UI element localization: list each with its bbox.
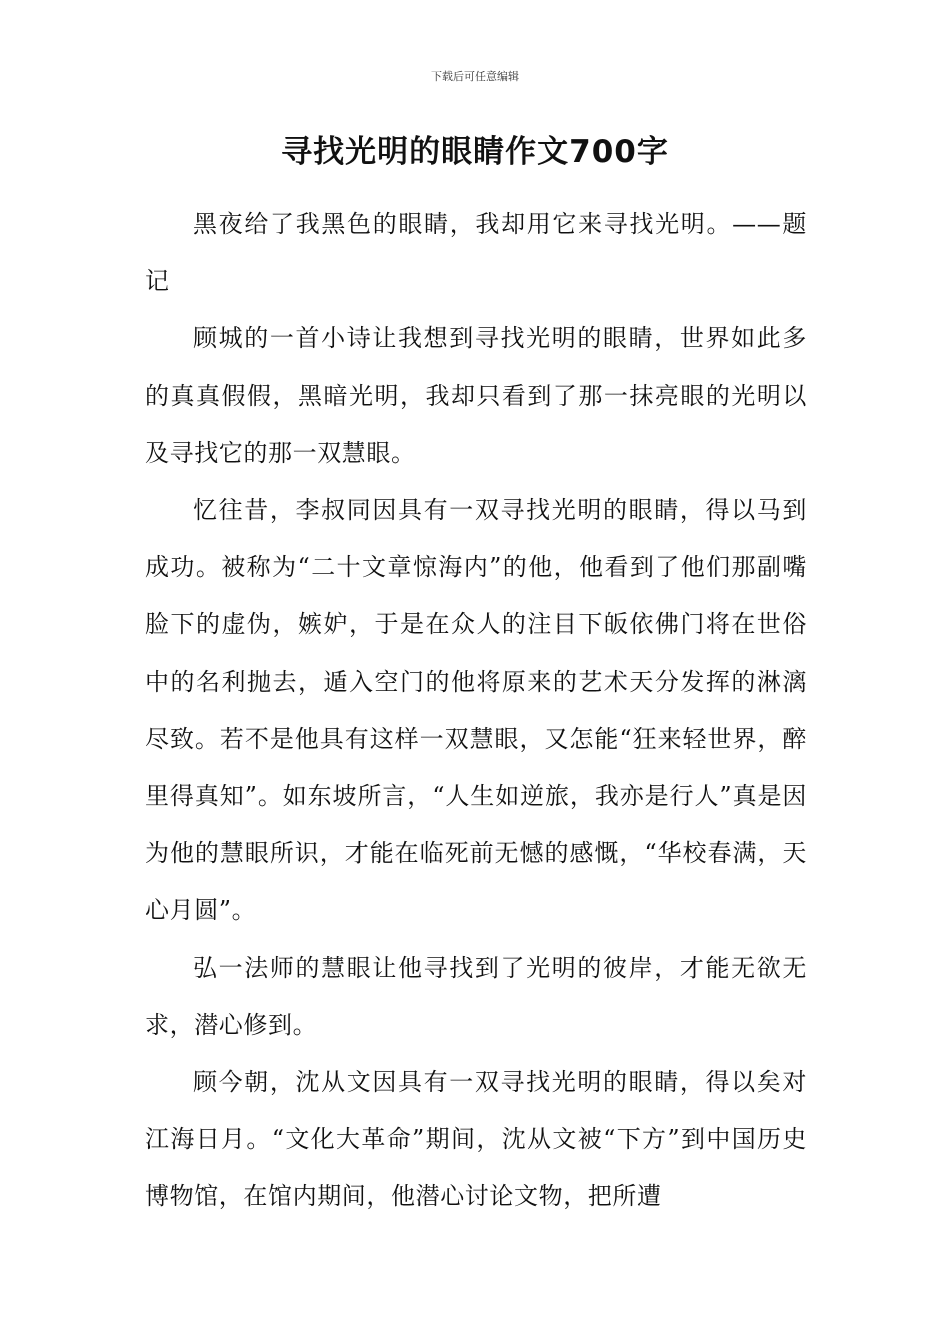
document-title: 寻找光明的眼睛作文700字 — [281, 134, 669, 170]
paragraph-epigraph: 黑夜给了我黑色的眼睛，我却用它来寻找光明。——题记 — [145, 210, 807, 296]
document-body — [145, 196, 807, 1226]
paragraph-li-shutong: 忆往昔，李叔同因具有一双寻找光明的眼睛，得以马到成功。被称为“二十文章惊海内”的他，他看到了他们那副嘴脸下的虚伪，嫉妒，于是在众人的注目下皈依佛门将在世俗中的名利抛去，遁入空门的他将原来的艺术天分发挥的淋漓尽致。若不是他具有这样一双慧眼，又怎能“狂来轻世界，醉里得真知”。如东坡所言，“人生如逆旅，我亦是行人”真是因为他的慧眼所识，才能在临死前无憾的感慨，“华校春满，天心月圆”。 — [145, 496, 807, 925]
paragraph-intro: 顾城的一首小诗让我想到寻找光明的眼睛，世界如此多的真真假假，黑暗光明，我却只看到了那一抹亮眼的光明以及寻找它的那一双慧眼。 — [145, 324, 807, 467]
header-note: 下载后可任意编辑 — [431, 70, 519, 83]
paragraph-hongyi: 弘一法师的慧眼让他寻找到了光明的彼岸，才能无欲无求，潜心修到。 — [145, 953, 807, 1039]
paragraph-shen-congwen: 顾今朝，沈从文因具有一双寻找光明的眼睛，得以矣对江海日月。“文化大革命”期间，沈从文被“下方”到中国历史博物馆，在馆内期间，他潜心讨论文物，把所遭 — [145, 1068, 807, 1211]
